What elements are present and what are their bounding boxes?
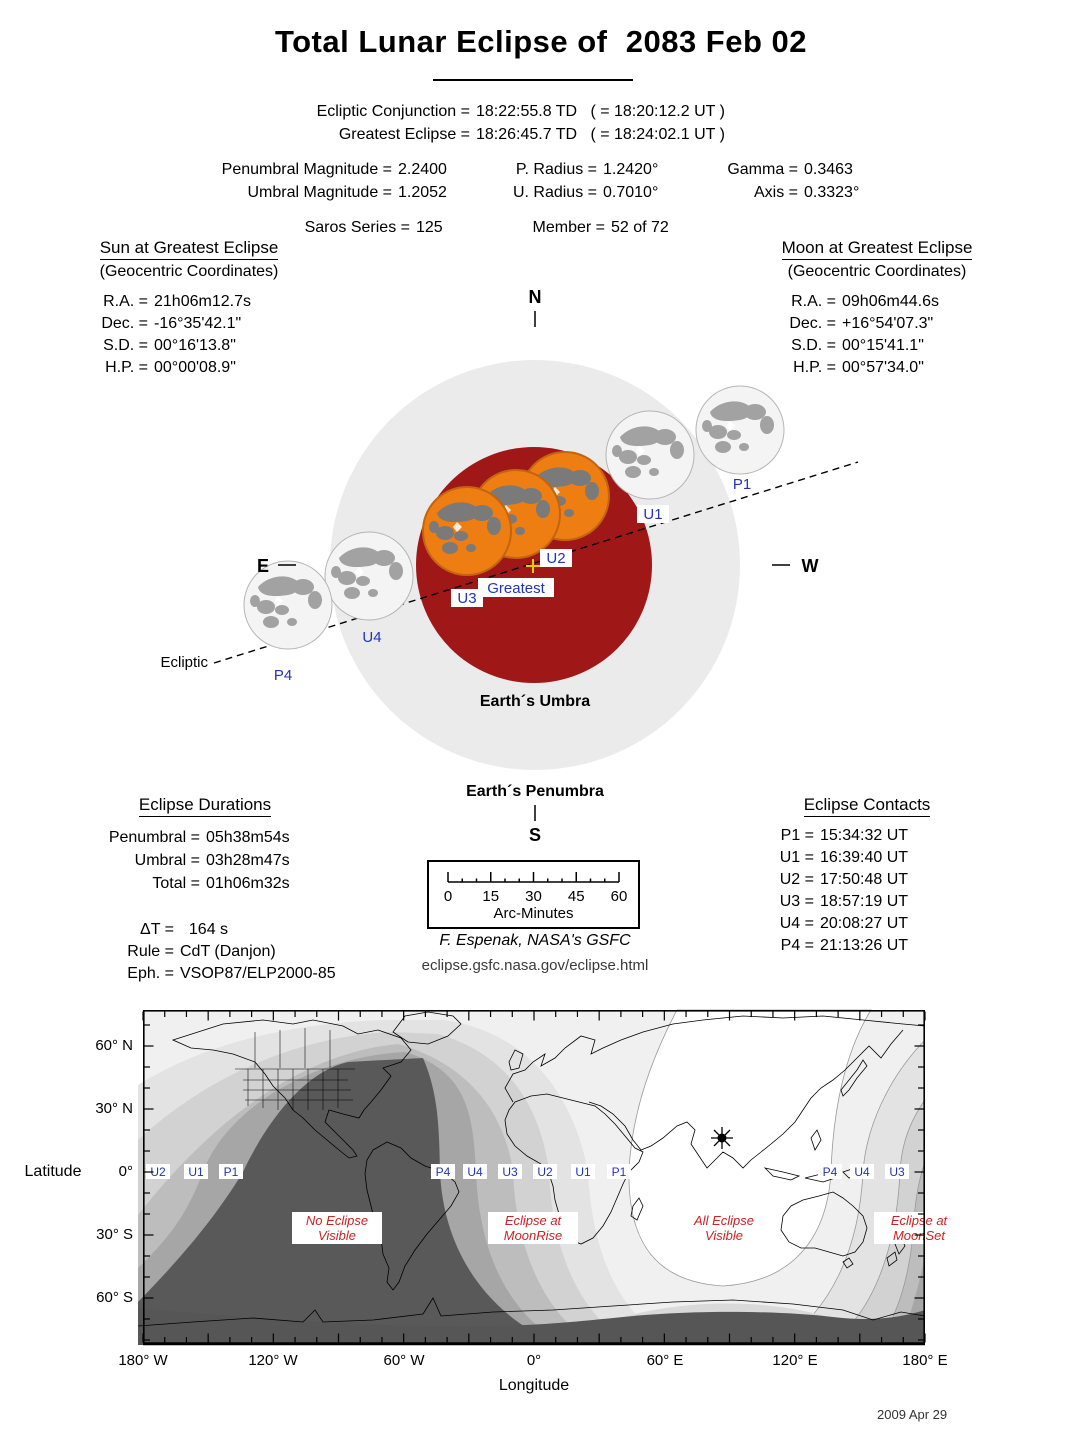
moon-hp-row: H.P. = 00°57'34.0" xyxy=(793,359,924,376)
ephemeris-row: Eph. = VSOP87/ELP2000-85 xyxy=(127,965,336,982)
moon-sd-row: S.D. = 00°15'41.1" xyxy=(791,337,924,354)
label-u1: U1 xyxy=(643,506,663,523)
visibility-map xyxy=(143,1010,948,1345)
scale-ruler xyxy=(429,862,638,927)
svg-text:All Eclipse: All Eclipse xyxy=(694,1213,754,1228)
svg-text:Visible: Visible xyxy=(704,1228,744,1243)
east-label: E xyxy=(256,556,270,576)
ecliptic-label: Ecliptic xyxy=(160,654,208,671)
durations-title: Eclipse Durations xyxy=(139,795,271,817)
xtick-60w: 60° W xyxy=(383,1352,425,1369)
scale-tick-0: 0 xyxy=(443,888,453,905)
duration-row: Total = 01h06m32s xyxy=(152,875,290,892)
sun-block-title: Sun at Greatest Eclipse xyxy=(100,238,279,260)
label-p4: P4 xyxy=(273,667,293,684)
south-label: S xyxy=(528,825,542,845)
arc-minute-scale xyxy=(427,860,640,929)
gamma: Gamma = 0.3463 xyxy=(727,161,853,178)
svg-text:U1: U1 xyxy=(188,1165,204,1179)
yaxis-title: Latitude xyxy=(24,1163,82,1180)
saros-member: Member = 52 of 72 xyxy=(532,219,669,236)
penumbra-label: Earth´s Penumbra xyxy=(466,783,604,800)
svg-text:U2: U2 xyxy=(150,1165,166,1179)
contact-row: P1 = 15:34:32 UT xyxy=(780,827,909,844)
moon-block-title: Moon at Greatest Eclipse xyxy=(782,238,973,260)
contact-row: U3 = 18:57:19 UT xyxy=(779,893,909,910)
moon-dec-row: Dec. = +16°54'07.3" xyxy=(789,315,934,332)
svg-text:Visible: Visible xyxy=(317,1228,357,1243)
axis: Axis = 0.3323° xyxy=(753,184,860,201)
greatest-eclipse-row: Greatest Eclipse = 18:26:45.7 TD ( = 18:24:02.1 UT ) xyxy=(338,126,725,143)
contact-row: U4 = 20:08:27 UT xyxy=(779,915,909,932)
svg-text:Eclipse at: Eclipse at xyxy=(890,1213,948,1228)
scale-tick-15: 15 xyxy=(482,888,500,905)
label-u4: U4 xyxy=(362,629,382,646)
svg-text:U4: U4 xyxy=(467,1165,483,1179)
label-u3: U3 xyxy=(457,590,477,607)
xtick-120w: 120° W xyxy=(248,1352,298,1369)
zenith-star-icon xyxy=(711,1127,733,1149)
penumbral-magnitude: Penumbral Magnitude = 2.2400 xyxy=(221,161,447,178)
sun-ra-row: R.A. = 21h06m12.7s xyxy=(103,293,251,310)
svg-text:No Eclipse: No Eclipse xyxy=(305,1213,369,1228)
label-u2: U2 xyxy=(546,550,566,567)
credit-url: eclipse.gsfc.nasa.gov/eclipse.html xyxy=(421,957,649,974)
contact-row: U2 = 17:50:48 UT xyxy=(779,871,909,888)
sun-block-subtitle: (Geocentric Coordinates) xyxy=(99,263,279,280)
shadow-diagram xyxy=(160,282,860,848)
ecliptic-conjunction-row: Ecliptic Conjunction = 18:22:55.8 TD ( = 18:20:12.2 UT ) xyxy=(316,103,725,120)
delta-t-row: ΔT = 164 s xyxy=(140,921,229,938)
umbral-magnitude: Umbral Magnitude = 1.2052 xyxy=(247,184,447,201)
xtick-180w: 180° W xyxy=(118,1352,168,1369)
ytick-60s: 60° S xyxy=(96,1289,133,1306)
west-label: W xyxy=(801,556,819,576)
svg-text:U2: U2 xyxy=(537,1165,553,1179)
rule-row: Rule = CdT (Danjon) xyxy=(127,943,276,960)
sun-dec-row: Dec. = -16°35'42.1" xyxy=(101,315,242,332)
xtick-180e: 180° E xyxy=(902,1352,948,1369)
svg-text:U3: U3 xyxy=(502,1165,518,1179)
sun-sd-row: S.D. = 00°16'13.8" xyxy=(103,337,236,354)
p-radius: P. Radius = 1.2420° xyxy=(515,161,659,178)
label-p1: P1 xyxy=(732,476,752,493)
north-label: N xyxy=(528,287,542,307)
scale-tick-60: 60 xyxy=(610,888,628,905)
sun-hp-row: H.P. = 00°00'08.9" xyxy=(105,359,236,376)
moon-p1 xyxy=(696,386,784,474)
svg-text:P4: P4 xyxy=(822,1165,838,1179)
credit-line: F. Espenak, NASA's GSFC xyxy=(439,932,631,949)
svg-text:U3: U3 xyxy=(889,1165,905,1179)
scale-tick-30: 30 xyxy=(525,888,542,905)
contact-row: P4 = 21:13:26 UT xyxy=(780,937,909,954)
xaxis-title: Longitude xyxy=(498,1377,570,1394)
svg-text:P4: P4 xyxy=(435,1165,451,1179)
xtick-0: 0° xyxy=(526,1352,542,1369)
ytick-30n: 30° N xyxy=(95,1100,133,1117)
moon-ra-row: R.A. = 09h06m44.6s xyxy=(791,293,939,310)
duration-row: Penumbral = 05h38m54s xyxy=(108,829,290,846)
eclipse-durations-block xyxy=(60,795,350,985)
svg-text:P1: P1 xyxy=(223,1165,239,1179)
xtick-120e: 120° E xyxy=(772,1352,818,1369)
ytick-0: 0° xyxy=(118,1163,133,1180)
ytick-30s: 30° S xyxy=(96,1226,133,1243)
date-stamp: 2009 Apr 29 xyxy=(877,1407,948,1422)
ytick-60n: 60° N xyxy=(95,1037,133,1054)
moon-block-subtitle: (Geocentric Coordinates) xyxy=(787,263,967,280)
u-radius: U. Radius = 0.7010° xyxy=(512,184,659,201)
svg-text:P1: P1 xyxy=(611,1165,627,1179)
eclipse-contacts-block xyxy=(772,795,962,957)
contact-row: U1 = 16:39:40 UT xyxy=(779,849,909,866)
saros-series: Saros Series = 125 xyxy=(304,219,443,236)
umbra-label: Earth´s Umbra xyxy=(479,693,591,710)
duration-row: Umbral = 03h28m47s xyxy=(134,852,290,869)
moon-u1 xyxy=(606,411,694,499)
label-greatest: Greatest xyxy=(487,580,545,597)
scale-units-label: Arc-Minutes xyxy=(493,905,574,922)
title-underline xyxy=(433,79,633,81)
svg-text:U4: U4 xyxy=(854,1165,870,1179)
moon-u4 xyxy=(325,532,413,620)
svg-text:MoonRise: MoonRise xyxy=(503,1228,563,1243)
contacts-title: Eclipse Contacts xyxy=(804,795,931,817)
scale-tick-45: 45 xyxy=(567,888,585,905)
moon-u3 xyxy=(423,487,511,575)
svg-text:MoonSet: MoonSet xyxy=(892,1228,946,1243)
page-title: Total Lunar Eclipse of 2083 Feb 02 xyxy=(274,24,808,59)
svg-text:U1: U1 xyxy=(575,1165,591,1179)
svg-text:Eclipse at: Eclipse at xyxy=(504,1213,562,1228)
xtick-60e: 60° E xyxy=(646,1352,684,1369)
